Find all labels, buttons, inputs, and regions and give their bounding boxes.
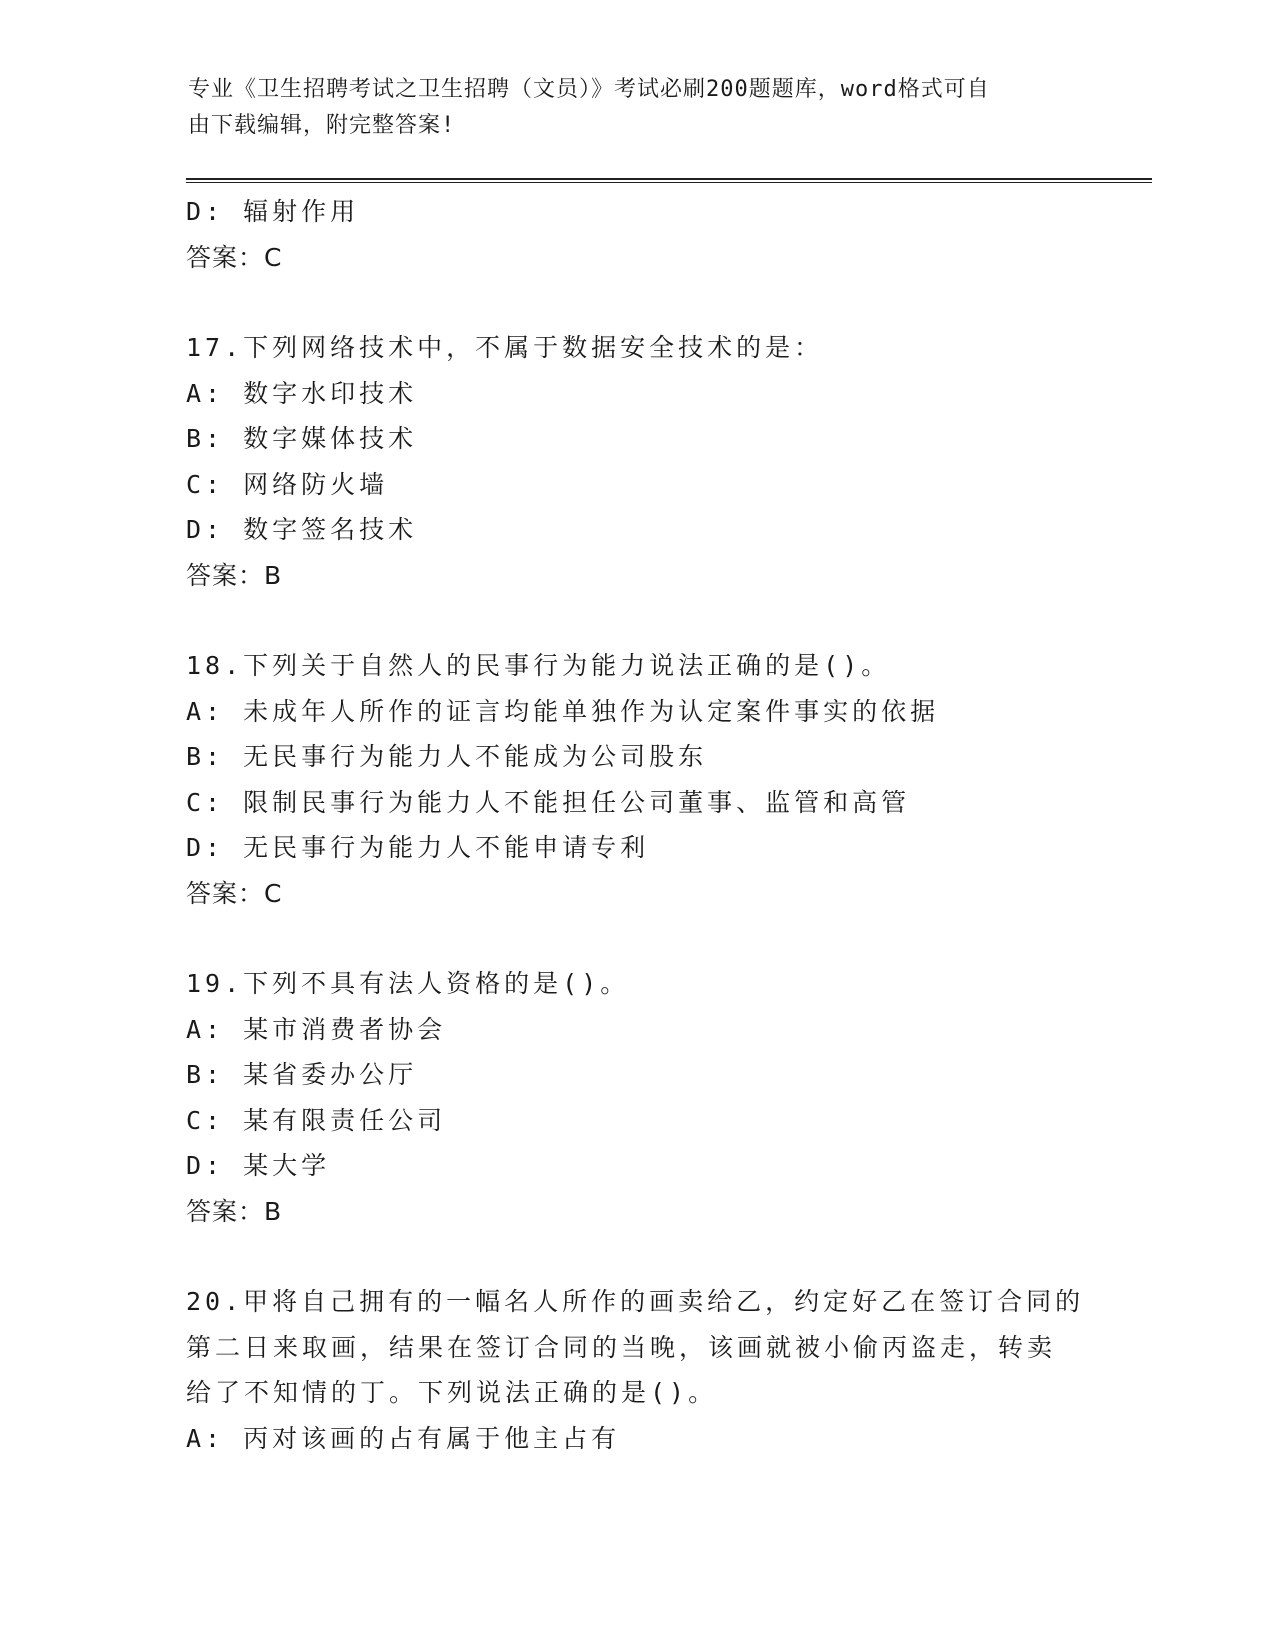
q18-option-d: D: 无民事行为能力人不能申请专利 bbox=[186, 833, 650, 862]
q17-option-d: D: 数字签名技术 bbox=[186, 515, 418, 544]
q20-question-line-1: 20.甲将自己拥有的一幅名人所作的画卖给乙，约定好乙在签订合同的 bbox=[186, 1287, 1085, 1316]
q17-option-a: A: 数字水印技术 bbox=[186, 378, 418, 408]
q18-option-c: C: 限制民事行为能力人不能担任公司董事、监管和高管 bbox=[186, 787, 911, 817]
q17-answer: 答案：B bbox=[186, 560, 283, 590]
q19-option-a: A: 某市消费者协会 bbox=[186, 1014, 447, 1044]
q19-option-c: C: 某有限责任公司 bbox=[186, 1105, 447, 1135]
q17-option-b: B: 数字媒体技术 bbox=[186, 424, 418, 453]
q19-option-d: D: 某大学 bbox=[186, 1151, 331, 1180]
question-list bbox=[186, 189, 1086, 1461]
q17-question: 17.下列网络技术中，不属于数据安全技术的是： bbox=[186, 333, 824, 362]
q19-answer: 答案：B bbox=[186, 1196, 283, 1226]
q20-option-a: A: 丙对该画的占有属于他主占有 bbox=[186, 1423, 621, 1453]
q19-question: 19.下列不具有法人资格的是()。 bbox=[186, 969, 630, 998]
q18-question: 18.下列关于自然人的民事行为能力说法正确的是()。 bbox=[186, 651, 891, 680]
q18-option-b: B: 无民事行为能力人不能成为公司股东 bbox=[186, 742, 708, 771]
header-line-2: 由下载编辑，附完整答案! bbox=[188, 113, 456, 138]
header-line-1: 专业《卫生招聘考试之卫生招聘（文员）》考试必刷200题题库，word格式可自 bbox=[188, 77, 990, 102]
q19-option-b: B: 某省委办公厅 bbox=[186, 1060, 418, 1089]
document-header bbox=[188, 72, 1068, 144]
q16-option-d: D: 辐射作用 bbox=[186, 197, 360, 226]
q20-question-line-3: 给了不知情的丁。下列说法正确的是()。 bbox=[186, 1378, 718, 1407]
q20-question-line-2: 第二日来取画，结果在签订合同的当晚，该画就被小偷丙盗走，转卖 bbox=[186, 1332, 1057, 1362]
q18-option-a: A: 未成年人所作的证言均能单独作为认定案件事实的依据 bbox=[186, 696, 940, 726]
q16-answer: 答案：C bbox=[186, 242, 283, 272]
header-divider bbox=[186, 178, 1152, 183]
q17-option-c: C: 网络防火墙 bbox=[186, 469, 389, 499]
q18-answer: 答案：C bbox=[186, 878, 283, 908]
